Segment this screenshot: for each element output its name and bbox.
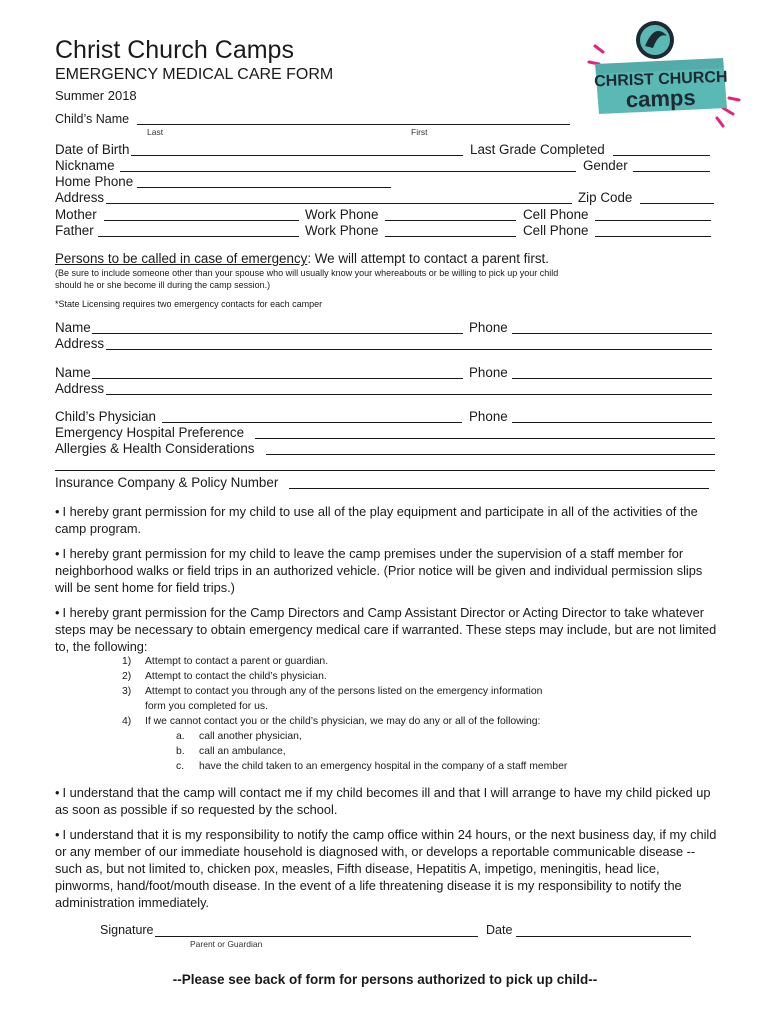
child-first-sublabel: First [411,127,428,137]
permission-field-trips [55,545,720,596]
grade-label: Last Grade Completed [470,142,605,157]
permission-field-trips-text: I hereby grant permission for my child to leave the camp premises under the supervision of a staff member for neighborhood walks or field trips in an authorized vehicle. (Prior notice will be given and individual permission slips will be sent home for field trips.) [55,546,703,595]
contact2-address-label: Address [55,381,105,396]
logo-text-line2: camps [625,84,697,113]
step-number: 1) [122,656,132,667]
christ-church-camps-logo [573,18,743,130]
mother-work-phone-label: Work Phone [305,207,379,222]
father-work-phone-label: Work Phone [305,223,379,238]
address-label: Address [55,190,105,205]
contact2-phone-field[interactable] [512,378,712,379]
contact1-address-field[interactable] [106,349,712,350]
step-text: If we cannot contact you or the child’s physician, we may do any or all of the following: [145,716,541,727]
child-last-sublabel: Last [147,127,164,137]
hospital-label: Emergency Hospital Preference [55,425,245,440]
home-phone-label: Home Phone [55,174,134,189]
contact2-name-label: Name [55,365,91,380]
emergency-heading-tail: : We will attempt to contact a parent first. [307,251,549,266]
back-of-form-note: --Please see back of form for persons authorized to pick up child-- [172,972,598,987]
emergency-note-line2: should he or she become ill during the camp session.) [55,280,271,290]
physician-phone-label: Phone [469,409,508,424]
sub-step-letter: a. [176,731,185,742]
contact2-phone-label: Phone [469,365,508,380]
father-work-phone-field[interactable] [385,236,516,237]
father-cell-phone-label: Cell Phone [523,223,589,238]
mother-work-phone-field[interactable] [385,220,516,221]
page-title: Christ Church Camps [55,36,294,64]
mother-cell-phone-field[interactable] [595,220,711,221]
disease-notification-text: I understand that it is my responsibility to notify the camp office within 24 hours, or the next business day, if my child or any member of our immediate household is diagnosed with, or develops a reportable communicable disease -- such as, but not limited to, chicken pox, measles, Fifth disease, Hepatitis A, impetigo, meningitis, head lice, pinworms, hand/foot/mouth disease. In the event of a life threatening disease it is my responsibility to notify the administration immediately. [55,827,717,910]
step-number: 3) [122,686,132,697]
permission-medical-care-text: I hereby grant permission for the Camp Directors and Camp Assistant Director or Acting Director to take whatever steps may be necessary to obtain emergency medical care if warranted. These steps may include, but are not limited to, the following: [55,605,717,654]
contact1-name-label: Name [55,320,91,335]
father-cell-phone-field[interactable] [595,236,711,237]
child-name-field[interactable] [137,124,570,125]
step-text: Attempt to contact a parent or guardian. [145,656,329,667]
sub-step-letter: c. [176,761,185,772]
address-field[interactable] [106,203,572,204]
nickname-label: Nickname [55,158,115,173]
contact1-phone-label: Phone [469,320,508,335]
dob-field[interactable] [131,155,463,156]
emergency-note-line1: (Be sure to include someone other than your spouse who will usually know your whereabouts or be willing to pick up your child [55,268,559,278]
gender-label: Gender [583,158,628,173]
contact2-name-field[interactable] [92,378,463,379]
bullet-icon: • [55,605,60,620]
mother-cell-phone-label: Cell Phone [523,207,589,222]
contact1-address-label: Address [55,336,105,351]
form-name: EMERGENCY MEDICAL CARE FORM [55,66,334,83]
dob-label: Date of Birth [55,142,130,157]
sub-step-letter: b. [176,746,185,757]
insurance-label: Insurance Company & Policy Number [55,475,279,490]
signature-label: Signature [100,923,154,937]
allergies-field-line2[interactable] [55,470,715,471]
home-phone-field[interactable] [137,187,391,188]
permission-medical-care [55,604,720,655]
logo-text-line1: CHRIST CHURCH [593,68,728,91]
mother-label: Mother [55,207,97,222]
grade-field[interactable] [613,155,710,156]
licensing-note: *State Licensing requires two emergency contacts for each camper [55,299,323,309]
physician-field[interactable] [162,422,462,423]
bullet-icon: • [55,827,60,842]
gender-field[interactable] [633,171,710,172]
step-text: form you completed for us. [145,701,269,712]
step-number: 2) [122,671,132,682]
father-label: Father [55,223,94,238]
bullet-icon: • [55,546,60,561]
season-label: Summer 2018 [55,88,137,103]
disease-notification-statement [55,826,720,911]
bullet-icon: • [55,785,60,800]
physician-label: Child’s Physician [55,409,156,424]
signature-field[interactable] [155,936,478,937]
signature-sublabel: Parent or Guardian [190,939,263,949]
contact2-address-field[interactable] [106,394,712,395]
nickname-field[interactable] [120,171,576,172]
zip-field[interactable] [640,203,714,204]
emergency-heading-underlined: Persons to be called in case of emergency [55,251,308,266]
allergies-field[interactable] [266,454,715,455]
hospital-field[interactable] [255,438,715,439]
physician-phone-field[interactable] [512,422,712,423]
date-label: Date [486,923,513,937]
insurance-field[interactable] [289,488,709,489]
zip-label: Zip Code [578,190,633,205]
child-name-label: Child’s Name [55,112,130,126]
sub-step-text: call an ambulance, [199,746,286,757]
allergies-label: Allergies & Health Considerations [55,441,255,456]
father-field[interactable] [98,236,299,237]
contact1-phone-field[interactable] [512,333,712,334]
emergency-heading [55,251,549,266]
date-field[interactable] [516,936,691,937]
step-text: Attempt to contact the child’s physician. [145,671,327,682]
bullet-icon: • [55,504,60,519]
mother-field[interactable] [104,220,299,221]
permission-play-equipment-text: I hereby grant permission for my child to use all of the play equipment and participate in all of the activities of the camp program. [55,504,698,536]
contact1-name-field[interactable] [92,333,463,334]
illness-pickup-statement [55,784,720,818]
step-number: 4) [122,716,132,727]
step-text: Attempt to contact you through any of the persons listed on the emergency information [145,686,543,697]
illness-pickup-text: I understand that the camp will contact me if my child becomes ill and that I will arrange to have my child picked up as soon as possible if so requested by the school. [55,785,711,817]
sub-step-text: call another physician, [199,731,302,742]
permission-play-equipment [55,503,720,537]
sub-step-text: have the child taken to an emergency hospital in the company of a staff member [199,761,568,772]
